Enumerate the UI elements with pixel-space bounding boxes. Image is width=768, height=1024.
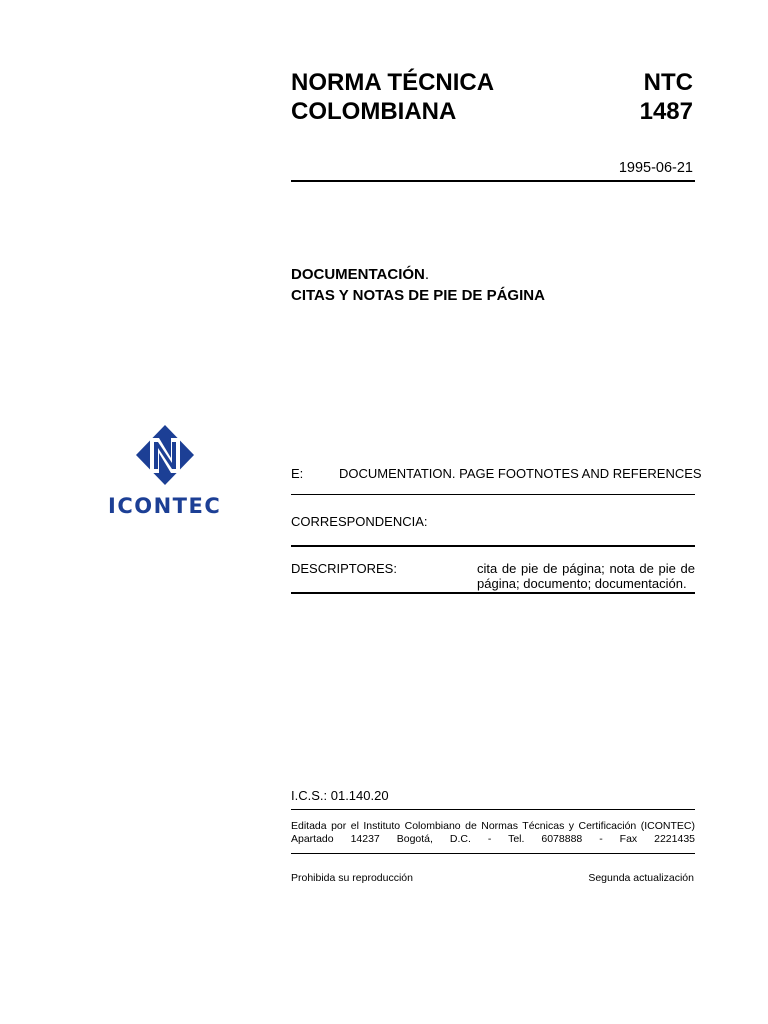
correspondencia-label: CORRESPONDENCIA: xyxy=(291,514,428,529)
document-title-subtitle: CITAS Y NOTAS DE PIE DE PÁGINA xyxy=(291,287,545,304)
editorial-note xyxy=(291,820,695,846)
standard-title-line1: NORMA TÉCNICA xyxy=(291,69,495,96)
ics-code: I.C.S.: 01.140.20 xyxy=(291,788,389,803)
icontec-logo xyxy=(108,424,220,520)
standard-title-line2: COLOMBIANA xyxy=(291,98,457,125)
standard-code-number: 1487 xyxy=(639,98,693,125)
descriptores-divider xyxy=(291,592,695,594)
document-title-main: DOCUMENTACIÓN xyxy=(291,266,425,283)
descriptores-label: DESCRIPTORES: xyxy=(291,561,397,576)
footer-right: Segunda actualización xyxy=(588,872,694,884)
icontec-logo-text: ICONTEC xyxy=(108,494,222,518)
footer-left: Prohibida su reproducción xyxy=(291,872,413,884)
correspondencia-divider xyxy=(291,545,695,547)
editorial-line1: Editada por el Instituto Colombiano de Normas Técnicas y Certificación (ICONTEC) xyxy=(291,820,695,832)
standard-code xyxy=(640,68,693,126)
english-divider xyxy=(291,494,695,495)
editorial-divider xyxy=(291,853,695,854)
publication-date: 1995-06-21 xyxy=(618,160,693,176)
icontec-n-icon xyxy=(108,424,220,488)
descriptores-value xyxy=(477,561,695,591)
standard-title xyxy=(291,68,494,126)
editorial-line2: Apartado 14237 Bogotá, D.C. - Tel. 6078888 - Fax 2221435 xyxy=(291,833,695,845)
descriptores-line2: página; documento; documentación. xyxy=(477,576,687,591)
english-label: E: xyxy=(291,466,304,481)
document-title xyxy=(291,264,545,306)
ics-divider xyxy=(291,809,695,810)
english-title: DOCUMENTATION. PAGE FOOTNOTES AND REFERENCES xyxy=(339,466,702,481)
standard-code-prefix: NTC xyxy=(643,69,693,96)
document-title-period: . xyxy=(424,266,430,283)
descriptores-line1: cita de pie de página; nota de pie de xyxy=(477,561,695,576)
header-divider xyxy=(291,180,695,182)
